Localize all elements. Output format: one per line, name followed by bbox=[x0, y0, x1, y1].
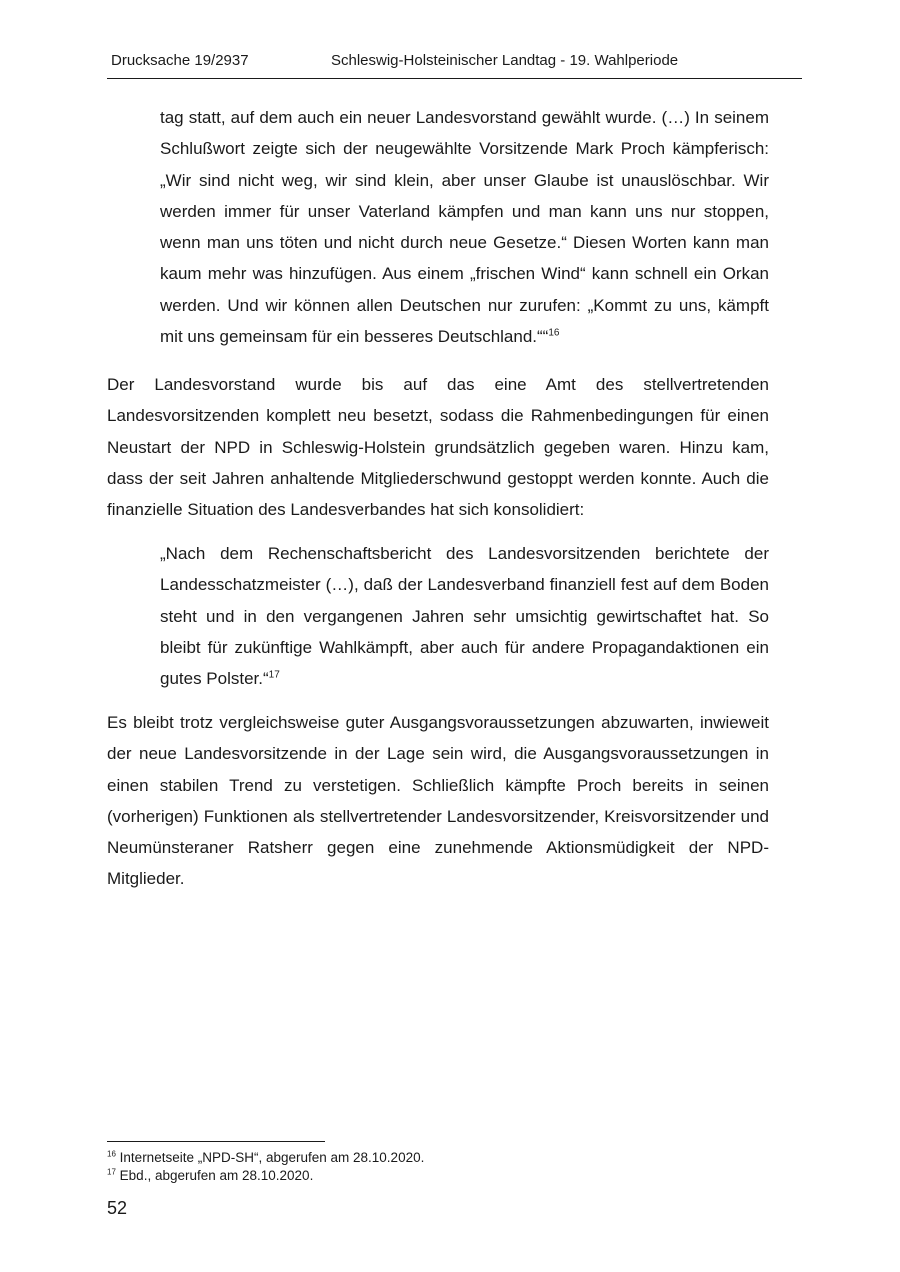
page-header bbox=[107, 50, 802, 79]
paragraph-2 bbox=[107, 707, 769, 895]
page-number: 52 bbox=[107, 1198, 128, 1218]
block-quote-1 bbox=[160, 102, 769, 352]
footnote-number: 17 bbox=[107, 1167, 116, 1176]
footnote-ref-16[interactable]: 16 bbox=[548, 327, 560, 339]
paragraph-1-text: Der Landesvorstand wurde bis auf das eine Amt des stellvertretenden Landesvorsitzenden komplett neu besetzt, sodass die Rahmenbedingungen für einen Neustart der NPD in Schleswig-Holstein grundsätzlich gegeben waren. Hinzu kam, dass der seit Jahren anhaltende Mitgliederschwund gestoppt werden konnte. Auch die finanzielle Situation des Landesverbandes hat sich konsolidiert: bbox=[107, 375, 769, 520]
document-reference: Drucksache 19/2937 bbox=[111, 52, 249, 69]
paragraph-1 bbox=[107, 369, 769, 525]
header-title: Schleswig-Holsteinischer Landtag - 19. Wahlperiode bbox=[331, 52, 679, 69]
paragraph-2-text: Es bleibt trotz vergleichsweise guter Ausgangsvoraussetzungen abzuwarten, inwieweit der neue Landesvorsitzende in der Lage sein wird, die Ausgangsvoraussetzungen in einen stabilen Trend zu verstetigen. Schließlich kämpfte Proch bereits in seinen (vorherigen) Funktionen als stellvertretender Landesvorsitzender, Kreisvorsitzender und Neumünsteraner Ratsherr gegen eine zunehmende Aktionsmüdigkeit der NPD-Mitglieder. bbox=[107, 713, 769, 889]
footnote-ref-17[interactable]: 17 bbox=[268, 669, 280, 681]
quote-2-text: „Nach dem Rechenschaftsbericht des Landesvorsitzenden berichtete der Landesschatzmeister (…), daß der Landesverband finanziell fest auf dem Boden steht und in den vergangenen Jahren sehr umsichtig gewirtschaftet hat. So bleibt für zukünftige Wahlkämpft, aber auch für andere Propagandaktionen ein gutes Polster.“ bbox=[160, 544, 769, 689]
block-quote-2 bbox=[160, 538, 769, 694]
footnote-text: Internetseite „NPD-SH“, abgerufen am 28.10.2020. bbox=[119, 1150, 425, 1165]
footnote-17 bbox=[107, 1167, 707, 1185]
footnotes bbox=[107, 1149, 707, 1184]
footnote-16 bbox=[107, 1149, 707, 1167]
footnote-number: 16 bbox=[107, 1149, 116, 1159]
quote-1-text: tag statt, auf dem auch ein neuer Landesvorstand gewählt wurde. (…) In seinem Schlußwort zeigte sich der neugewählte Vorsitzende Mark Proch kämpferisch: „Wir sind nicht weg, wir sind klein, aber unser Glaube ist unauslöschbar. Wir werden immer für unser Vaterland kämpfen und man kann uns nur stoppen, wenn man uns töten und nicht durch neue Gesetze.“ Diesen Worten kann man kaum mehr was hinzufügen. Aus einem „frischen Wind“ kann schnell ein Orkan werden. Und wir können allen Deutschen nur zurufen: „Kommt zu uns, kämpft mit uns gemeinsam für ein besseres Deutschland.““ bbox=[160, 108, 769, 347]
footnote-text: Ebd., abgerufen am 28.10.2020. bbox=[119, 1167, 314, 1183]
footnote-separator bbox=[107, 1141, 325, 1142]
